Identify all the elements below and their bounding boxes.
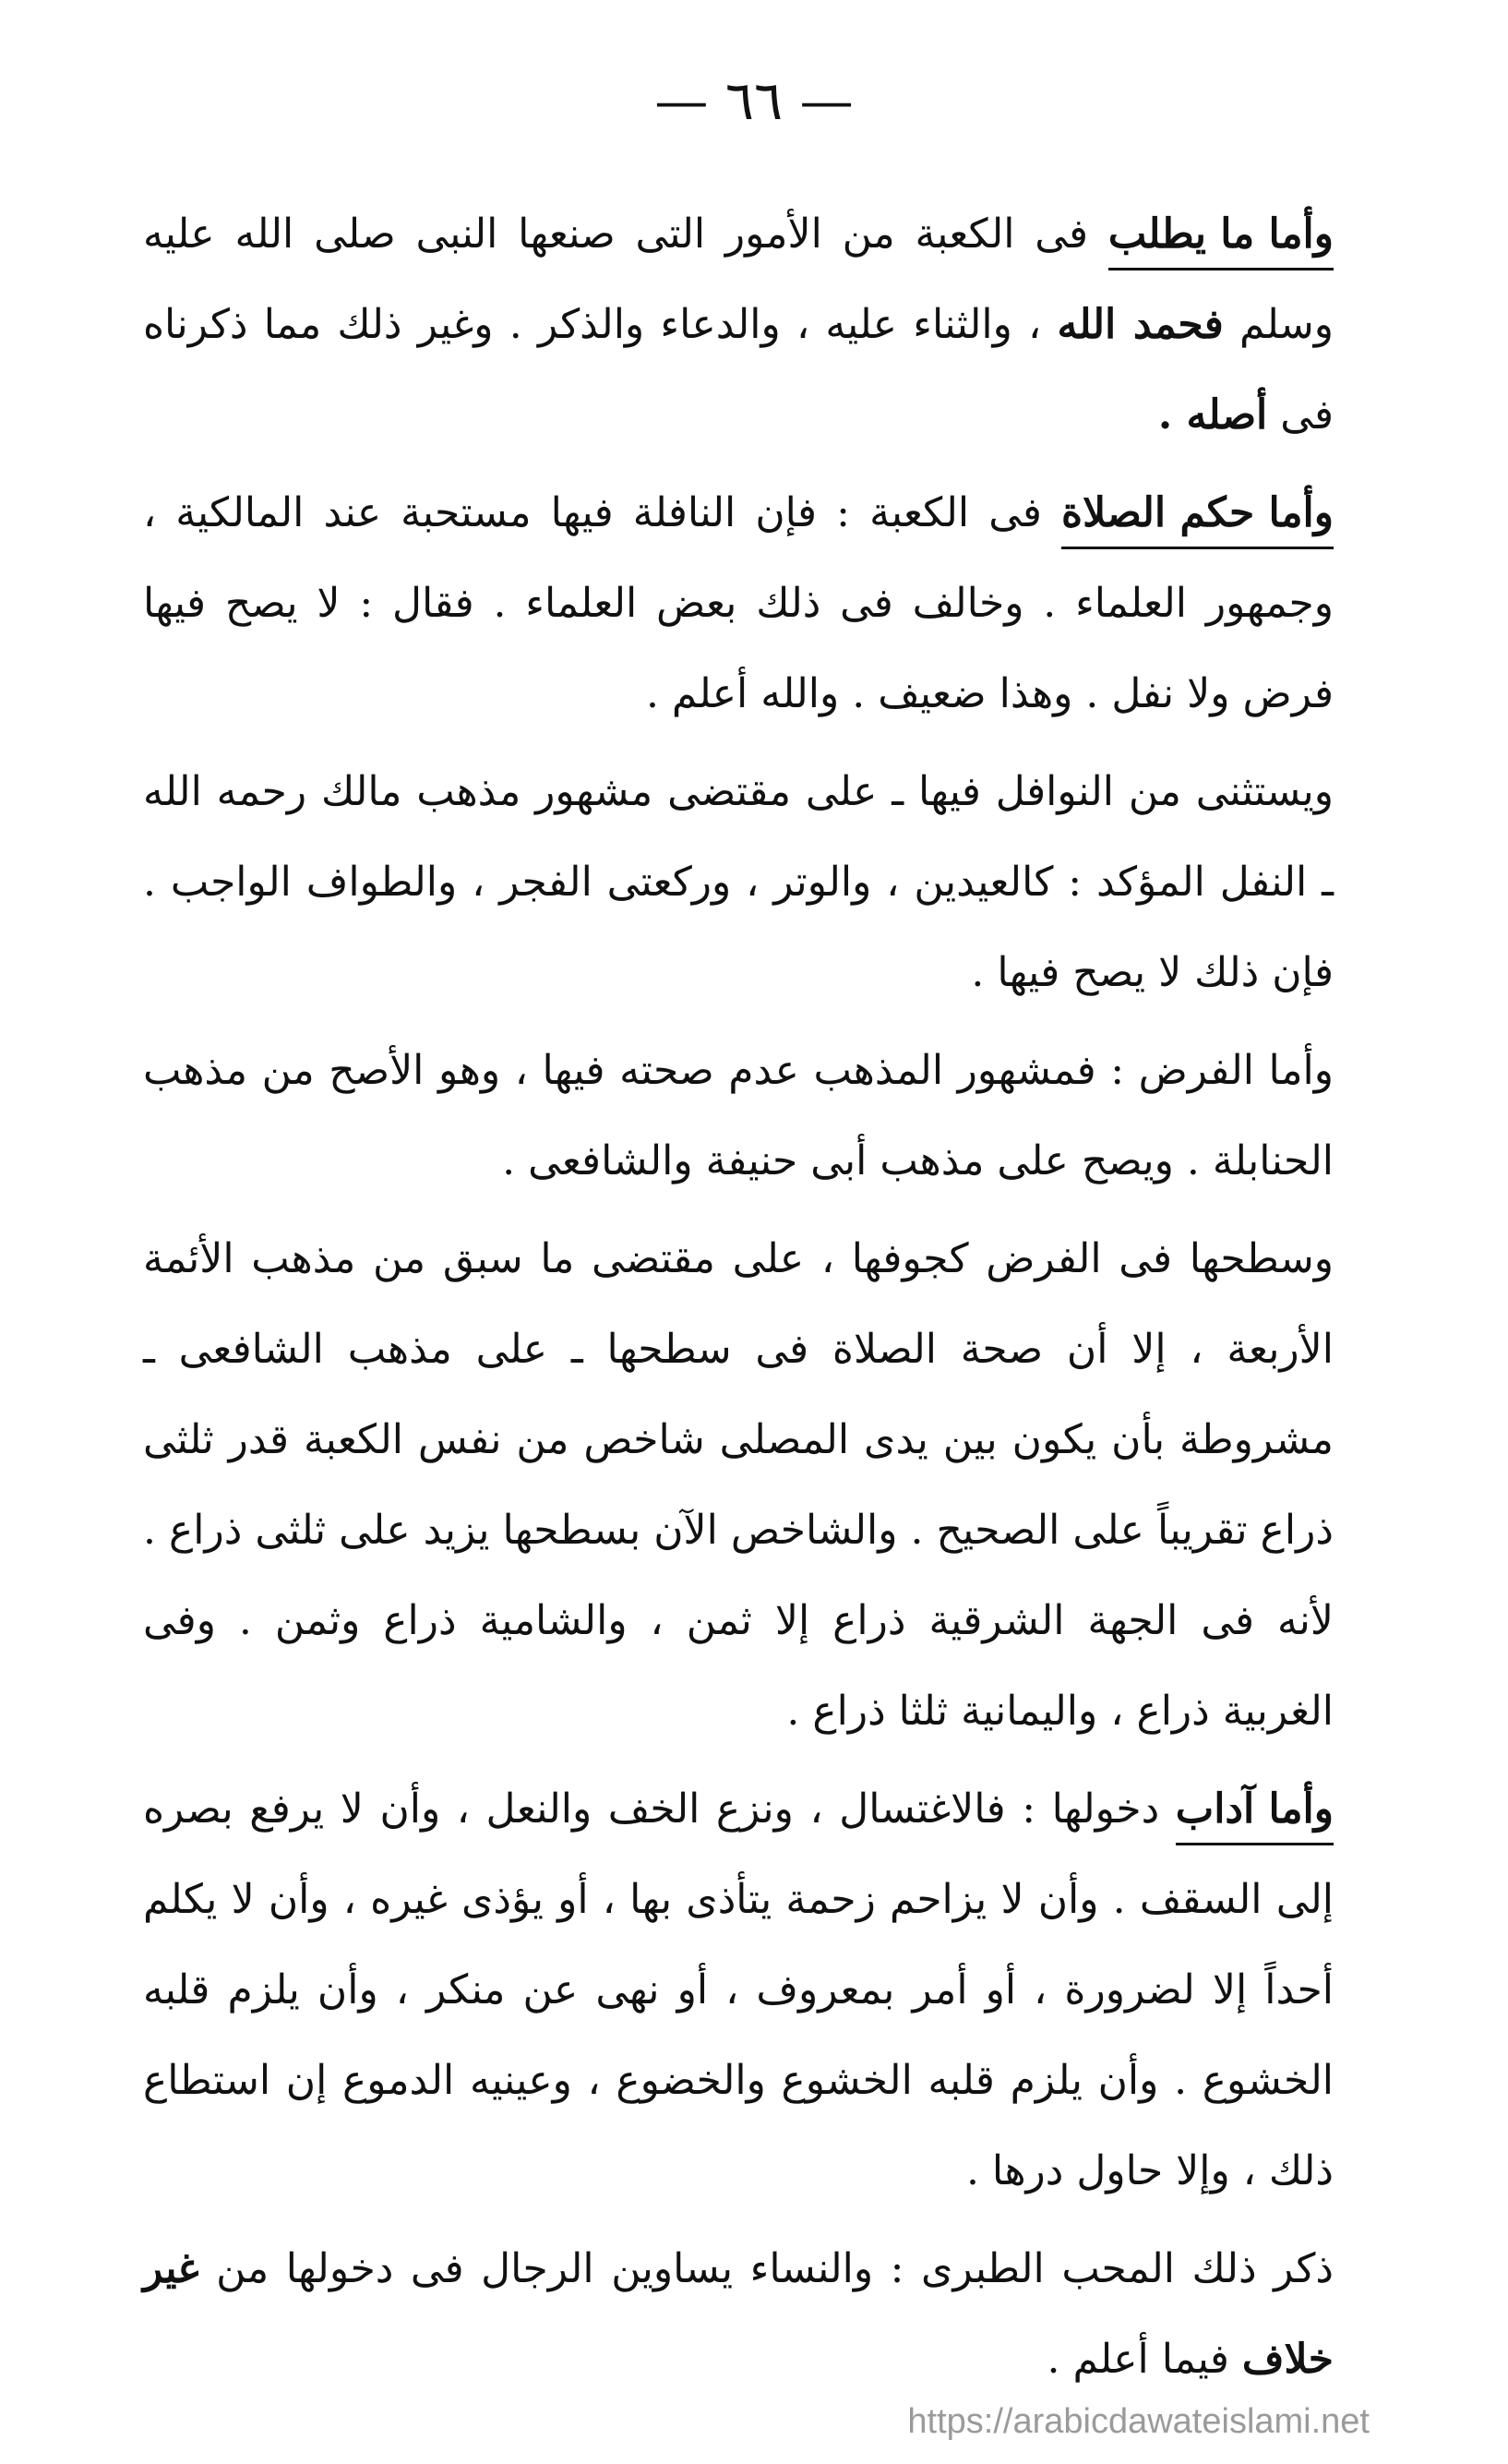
page-number: — ٦٦ — — [654, 69, 854, 132]
paragraph-7 — [143, 2224, 1334, 2405]
paragraph-6 — [143, 1764, 1334, 2217]
section-heading: وأما ما يطلب — [1108, 207, 1334, 270]
section-heading: وأما حكم الصلاة — [1061, 486, 1334, 549]
paragraph-text: وأما الفرض : فمشهور المذهب عدم صحته فيها ، وهو الأصح من مذهب الحنابلة . ويصح على مذهب أبى حنيفة والشافعى . — [143, 1047, 1334, 1184]
paragraph-text: ذكر ذلك المحب الطبرى : والنساء يساوين الرجال فى دخولها من — [198, 2245, 1334, 2292]
bold-phrase: فحمد الله — [1057, 301, 1224, 348]
watermark-url: https://arabicdawateislami.net — [907, 2402, 1370, 2441]
paragraph-5 — [143, 1214, 1334, 1757]
paragraph-text: فى الكعبة : فإن النافلة فيها مستحبة عند المالكية ، وجمهور العلماء . وخالف فى ذلك بعض العلماء . فقال : لا يصح فيها فرض ولا نفل . وهذا ضعيف . والله أعلم . — [143, 489, 1334, 717]
paragraph-2 — [143, 468, 1334, 739]
paragraph-text: ، والثناء عليه ، والدعاء والذكر . وغير ذلك مما ذكرناه فى — [143, 301, 1334, 439]
paragraph-text: فيما أعلم . — [1047, 2336, 1242, 2383]
paragraph-text: ويستثنى من النوافل فيها ـ على مقتضى مشهور مذهب مالك رحمه الله ـ النفل المؤكد : كالعيدين ، والوتر ، وركعتى الفجر ، والطواف الواجب . فإن ذلك لا يصح فيها . — [143, 768, 1334, 996]
section-heading: وأما آداب — [1176, 1782, 1334, 1845]
paragraph-4 — [143, 1026, 1334, 1207]
bold-phrase: غير خلاف — [143, 2245, 1334, 2383]
paragraph-text: دخولها : فالاغتسال ، ونزع الخف والنعل ، وأن لا يرفع بصره إلى السقف . وأن لا يزاحم زحمة يتأذى بها ، أو يؤذى غيره ، وأن لا يكلم أحداً إلا لضرورة ، أو أمر بمعروف ، أو نهى عن منكر ، وأن يلزم قلبه الخشوع . وأن يلزم قلبه الخشوع والخضوع ، وعينيه الدموع إن استطاع ذلك ، وإلا حاول درها . — [143, 1785, 1334, 2194]
bold-phrase: أصله . — [1157, 391, 1268, 439]
paragraph-text: وسطحها فى الفرض كجوفها ، على مقتضى ما سبق من مذهب الأئمة الأربعة ، إلا أن صحة الصلاة فى سطحها ـ على مذهب الشافعى ـ مشروطة بأن يكون بين يدى المصلى شاخص من نفس الكعبة قدر ثلثى ذراع تقريباً على الصحيح . والشاخص الآن بسطحها يزيد على ثلثى ذراع . لأنه فى الجهة الشرقية ذراع إلا ثمن ، والشامية ذراع وثمن . وفى الغربية ذراع ، واليمانية ثلثا ذراع . — [143, 1235, 1334, 1735]
paragraph-1 — [143, 189, 1334, 461]
paragraph-3 — [143, 747, 1334, 1018]
page-body — [143, 189, 1334, 2412]
paragraph-text: فى الكعبة من الأمور التى صنعها النبى صلى الله عليه وسلم — [143, 210, 1334, 348]
